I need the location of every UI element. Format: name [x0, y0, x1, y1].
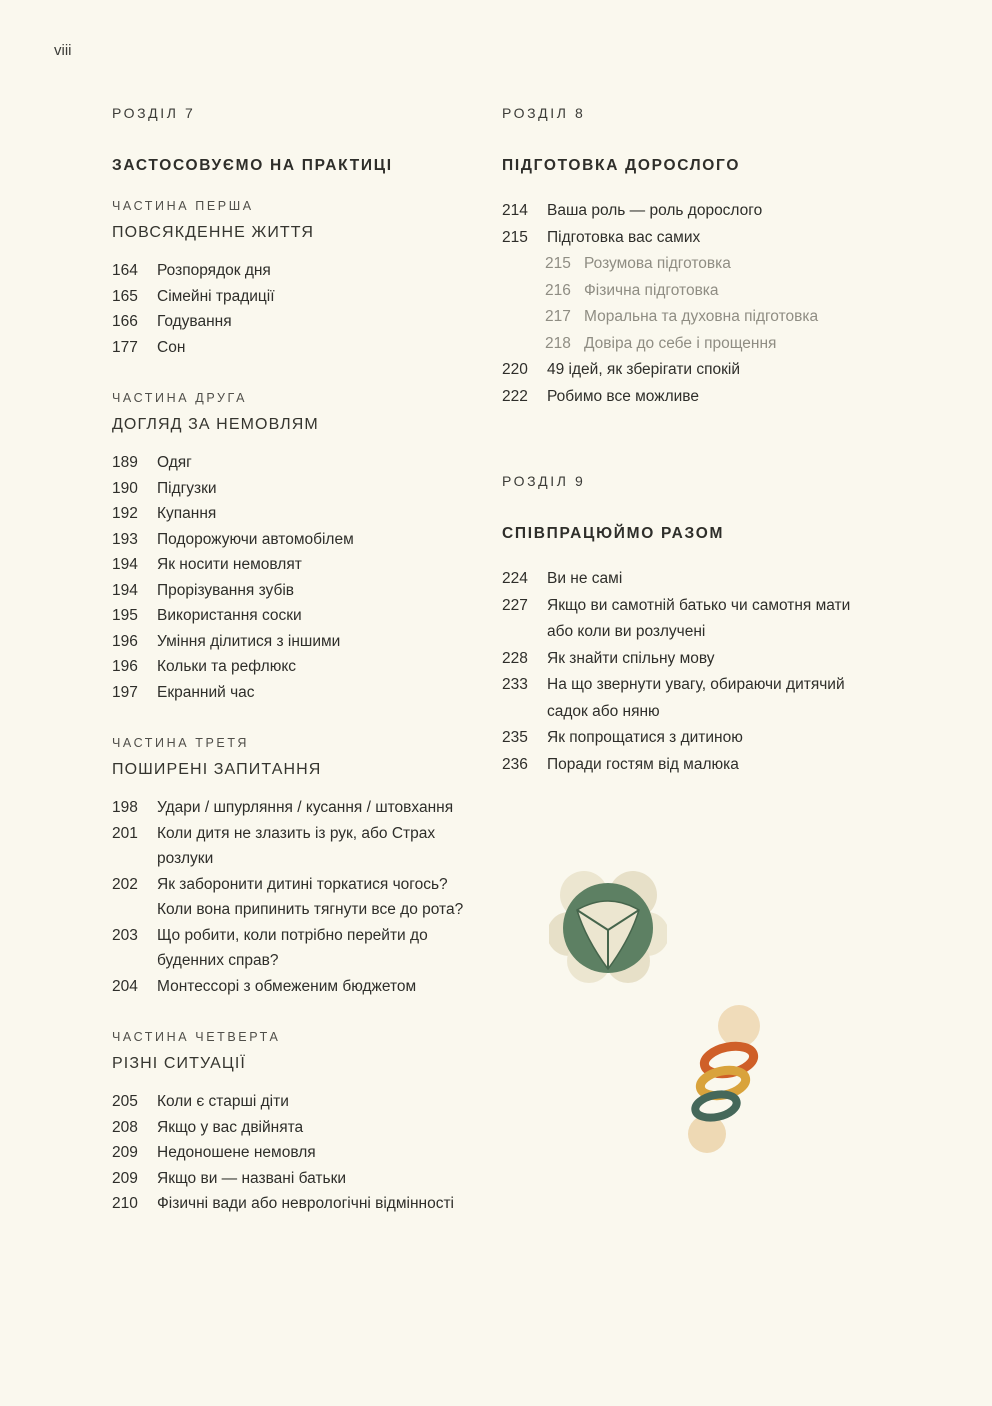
entry-page-number: 165 — [112, 287, 138, 305]
toc-entry — [112, 821, 478, 872]
entry-page-number: 215 — [545, 255, 571, 272]
entry-title: Розпорядок дня — [157, 262, 271, 279]
toc-sub-entry — [502, 278, 864, 305]
entry-list — [112, 795, 478, 999]
entry-page-number: 194 — [112, 556, 138, 573]
chapter-title: ЗАСТОСОВУЄМО НА ПРАКТИЦІ — [112, 157, 393, 174]
toc-entry — [112, 1140, 478, 1166]
toc-entry — [112, 476, 478, 502]
entry-title: Що робити, коли потрібно перейти до буденних справ? — [157, 926, 428, 969]
entry-title: Уміння ділитися з іншими — [157, 632, 341, 650]
chapter-title: ПІДГОТОВКА ДОРОСЛОГО — [502, 157, 741, 174]
part-label: ЧАСТИНА ПЕРША — [112, 199, 254, 213]
entry-page-number: 216 — [545, 281, 571, 299]
toc-entry — [112, 974, 478, 1000]
toc-left-column — [112, 104, 478, 1217]
entry-title: Сімейні традиції — [157, 287, 275, 305]
entry-title: Якщо у вас двійнята — [157, 1118, 304, 1136]
toc-part — [112, 390, 478, 705]
entry-title: Розумова підготовка — [584, 255, 731, 272]
ring-stacker-illustration — [679, 1002, 771, 1158]
entry-page-number: 202 — [112, 875, 138, 893]
toc-entry — [112, 1089, 478, 1115]
chapter-kicker: РОЗДІЛ 9 — [502, 473, 586, 489]
entry-page-number: 222 — [502, 387, 528, 405]
toc-entry — [502, 593, 864, 646]
entry-page-number: 166 — [112, 313, 138, 330]
entry-title: Моральна та духовна підготовка — [584, 308, 819, 325]
entry-page-number: 194 — [112, 581, 138, 599]
entry-page-number: 220 — [502, 361, 528, 378]
part-title: ПОШИРЕНІ ЗАПИТАННЯ — [112, 761, 322, 778]
toc-right-column — [502, 104, 864, 778]
entry-page-number: 177 — [112, 338, 138, 356]
entry-page-number: 204 — [112, 977, 138, 995]
toc-entry — [112, 923, 478, 974]
entry-title: Як знайти спільну мову — [547, 649, 715, 667]
entry-page-number: 224 — [502, 570, 528, 587]
entry-title: 49 ідей, як зберігати спокій — [547, 361, 741, 378]
toc-part — [112, 735, 478, 999]
toc-entry — [112, 552, 478, 578]
entry-title: Якщо ви — названі батьки — [157, 1169, 347, 1187]
entry-title: Кольки та рефлюкс — [157, 658, 297, 675]
toc-entry — [502, 384, 864, 411]
entry-title: Поради гостям від малюка — [547, 755, 739, 773]
entry-title: Недоношене немовля — [157, 1144, 316, 1161]
entry-page-number: 203 — [112, 926, 138, 944]
entry-title: Довіра до себе і прощення — [584, 334, 777, 352]
toc-sub-entry — [502, 331, 864, 358]
toc-entry — [112, 335, 478, 361]
entry-title: Монтессорі з обмеженим бюджетом — [157, 977, 417, 995]
toc-entry — [112, 1166, 478, 1192]
entry-title: Фізична підготовка — [584, 281, 719, 299]
entry-list — [502, 566, 864, 778]
toc-entry — [112, 629, 478, 655]
toc-entry — [502, 672, 864, 725]
chapter-9-block — [502, 472, 864, 778]
toc-part — [112, 1029, 478, 1217]
entry-title: Підготовка вас самих — [547, 228, 701, 246]
entry-page-number: 201 — [112, 824, 138, 842]
entry-page-number: 233 — [502, 676, 528, 693]
entry-list — [112, 450, 478, 705]
chapter-title: СПІВПРАЦЮЙМО РАЗОМ — [502, 525, 725, 542]
toc-entry — [112, 795, 478, 821]
entry-page-number: 193 — [112, 530, 138, 548]
entry-page-number: 208 — [112, 1118, 138, 1136]
toc-entry — [112, 284, 478, 310]
toc-entry — [112, 527, 478, 553]
toc-entry — [112, 680, 478, 706]
entry-page-number: 215 — [502, 228, 528, 246]
toc-entry — [502, 646, 864, 673]
toc-entry — [112, 1191, 478, 1217]
entry-page-number: 214 — [502, 202, 528, 219]
chapter-7-block — [112, 104, 478, 1217]
entry-page-number: 235 — [502, 729, 528, 746]
toc-entry — [112, 1115, 478, 1141]
entry-page-number: 195 — [112, 607, 138, 624]
entry-list — [502, 198, 864, 410]
entry-page-number: 196 — [112, 632, 138, 650]
entry-page-number: 218 — [545, 334, 571, 352]
puzzle-ball-illustration — [549, 866, 667, 984]
entry-page-number: 209 — [112, 1169, 138, 1187]
toc-entry — [112, 578, 478, 604]
entry-title: Прорізування зубів — [157, 581, 295, 599]
entry-page-number: 217 — [545, 308, 571, 325]
entry-page-number: 198 — [112, 799, 138, 816]
part-label: ЧАСТИНА ДРУГА — [112, 391, 248, 405]
entry-title: Удари / шпурляння / кусання / штовхання — [157, 799, 454, 816]
toc-entry — [112, 309, 478, 335]
toc-sub-entry — [502, 304, 864, 331]
page-folio: viii — [54, 42, 72, 59]
entry-list — [112, 1089, 478, 1217]
entry-title: Сон — [157, 338, 186, 356]
entry-title: Подорожуючи автомобілем — [157, 530, 354, 548]
toc-entry — [502, 725, 864, 752]
part-title: РІЗНІ СИТУАЦІЇ — [112, 1055, 246, 1072]
entry-title: Як носити немовлят — [157, 556, 302, 573]
part-title: ПОВСЯКДЕННЕ ЖИТТЯ — [112, 224, 314, 241]
toc-entry — [502, 225, 864, 252]
toc-entry — [502, 566, 864, 593]
toc-entry — [502, 752, 864, 779]
entry-title: Екранний час — [157, 683, 255, 701]
entry-page-number: 189 — [112, 454, 138, 471]
part-title: ДОГЛЯД ЗА НЕМОВЛЯМ — [112, 416, 319, 433]
toc-entry — [112, 450, 478, 476]
entry-title: Використання соски — [157, 607, 302, 624]
toc-part — [112, 198, 478, 360]
entry-title: Одяг — [157, 454, 192, 471]
entry-page-number: 205 — [112, 1093, 138, 1110]
toc-entry — [112, 872, 478, 923]
entry-title: Ви не самі — [547, 570, 623, 587]
entry-title: Робимо все можливе — [547, 387, 699, 405]
entry-title: Коли дитя не злазить із рук, або Страх розлуки — [157, 824, 436, 867]
toc-entry — [112, 603, 478, 629]
entry-page-number: 210 — [112, 1195, 138, 1212]
chapter-8-block — [502, 104, 864, 410]
chapter-kicker: РОЗДІЛ 8 — [502, 105, 586, 121]
entry-title: Підгузки — [157, 479, 217, 497]
entry-title: Якщо ви самотній батько чи самотня мати або коли ви розлучені — [547, 596, 851, 640]
toc-sub-entry — [502, 251, 864, 278]
chapter-kicker: РОЗДІЛ 7 — [112, 105, 196, 121]
toc-entry — [502, 357, 864, 384]
entry-page-number: 196 — [112, 658, 138, 675]
entry-title: На що звернути увагу, обираючи дитячий садок або няню — [547, 676, 845, 720]
entry-page-number: 197 — [112, 683, 138, 701]
entry-title: Коли є старші діти — [157, 1093, 289, 1110]
entry-title: Годування — [157, 313, 232, 330]
toc-entry — [502, 198, 864, 225]
entry-page-number: 164 — [112, 262, 138, 279]
part-label: ЧАСТИНА ЧЕТВЕРТА — [112, 1030, 281, 1044]
entry-page-number: 227 — [502, 596, 528, 614]
entry-page-number: 228 — [502, 649, 528, 667]
entry-title: Як попрощатися з дитиною — [547, 729, 743, 746]
part-label: ЧАСТИНА ТРЕТЯ — [112, 736, 249, 750]
entry-title: Як заборонити дитині торкатися чогось? Коли вона припинить тягнути все до рота? — [157, 875, 464, 918]
entry-title: Купання — [157, 505, 217, 522]
toc-entry — [112, 501, 478, 527]
entry-page-number: 190 — [112, 479, 138, 497]
entry-page-number: 209 — [112, 1144, 138, 1161]
toc-entry — [112, 258, 478, 284]
entry-page-number: 192 — [112, 505, 138, 522]
entry-title: Фізичні вади або неврологічні відмінності — [157, 1195, 454, 1212]
entry-list — [112, 258, 478, 360]
entry-page-number: 236 — [502, 755, 528, 773]
toc-entry — [112, 654, 478, 680]
entry-title: Ваша роль — роль дорослого — [547, 202, 763, 219]
